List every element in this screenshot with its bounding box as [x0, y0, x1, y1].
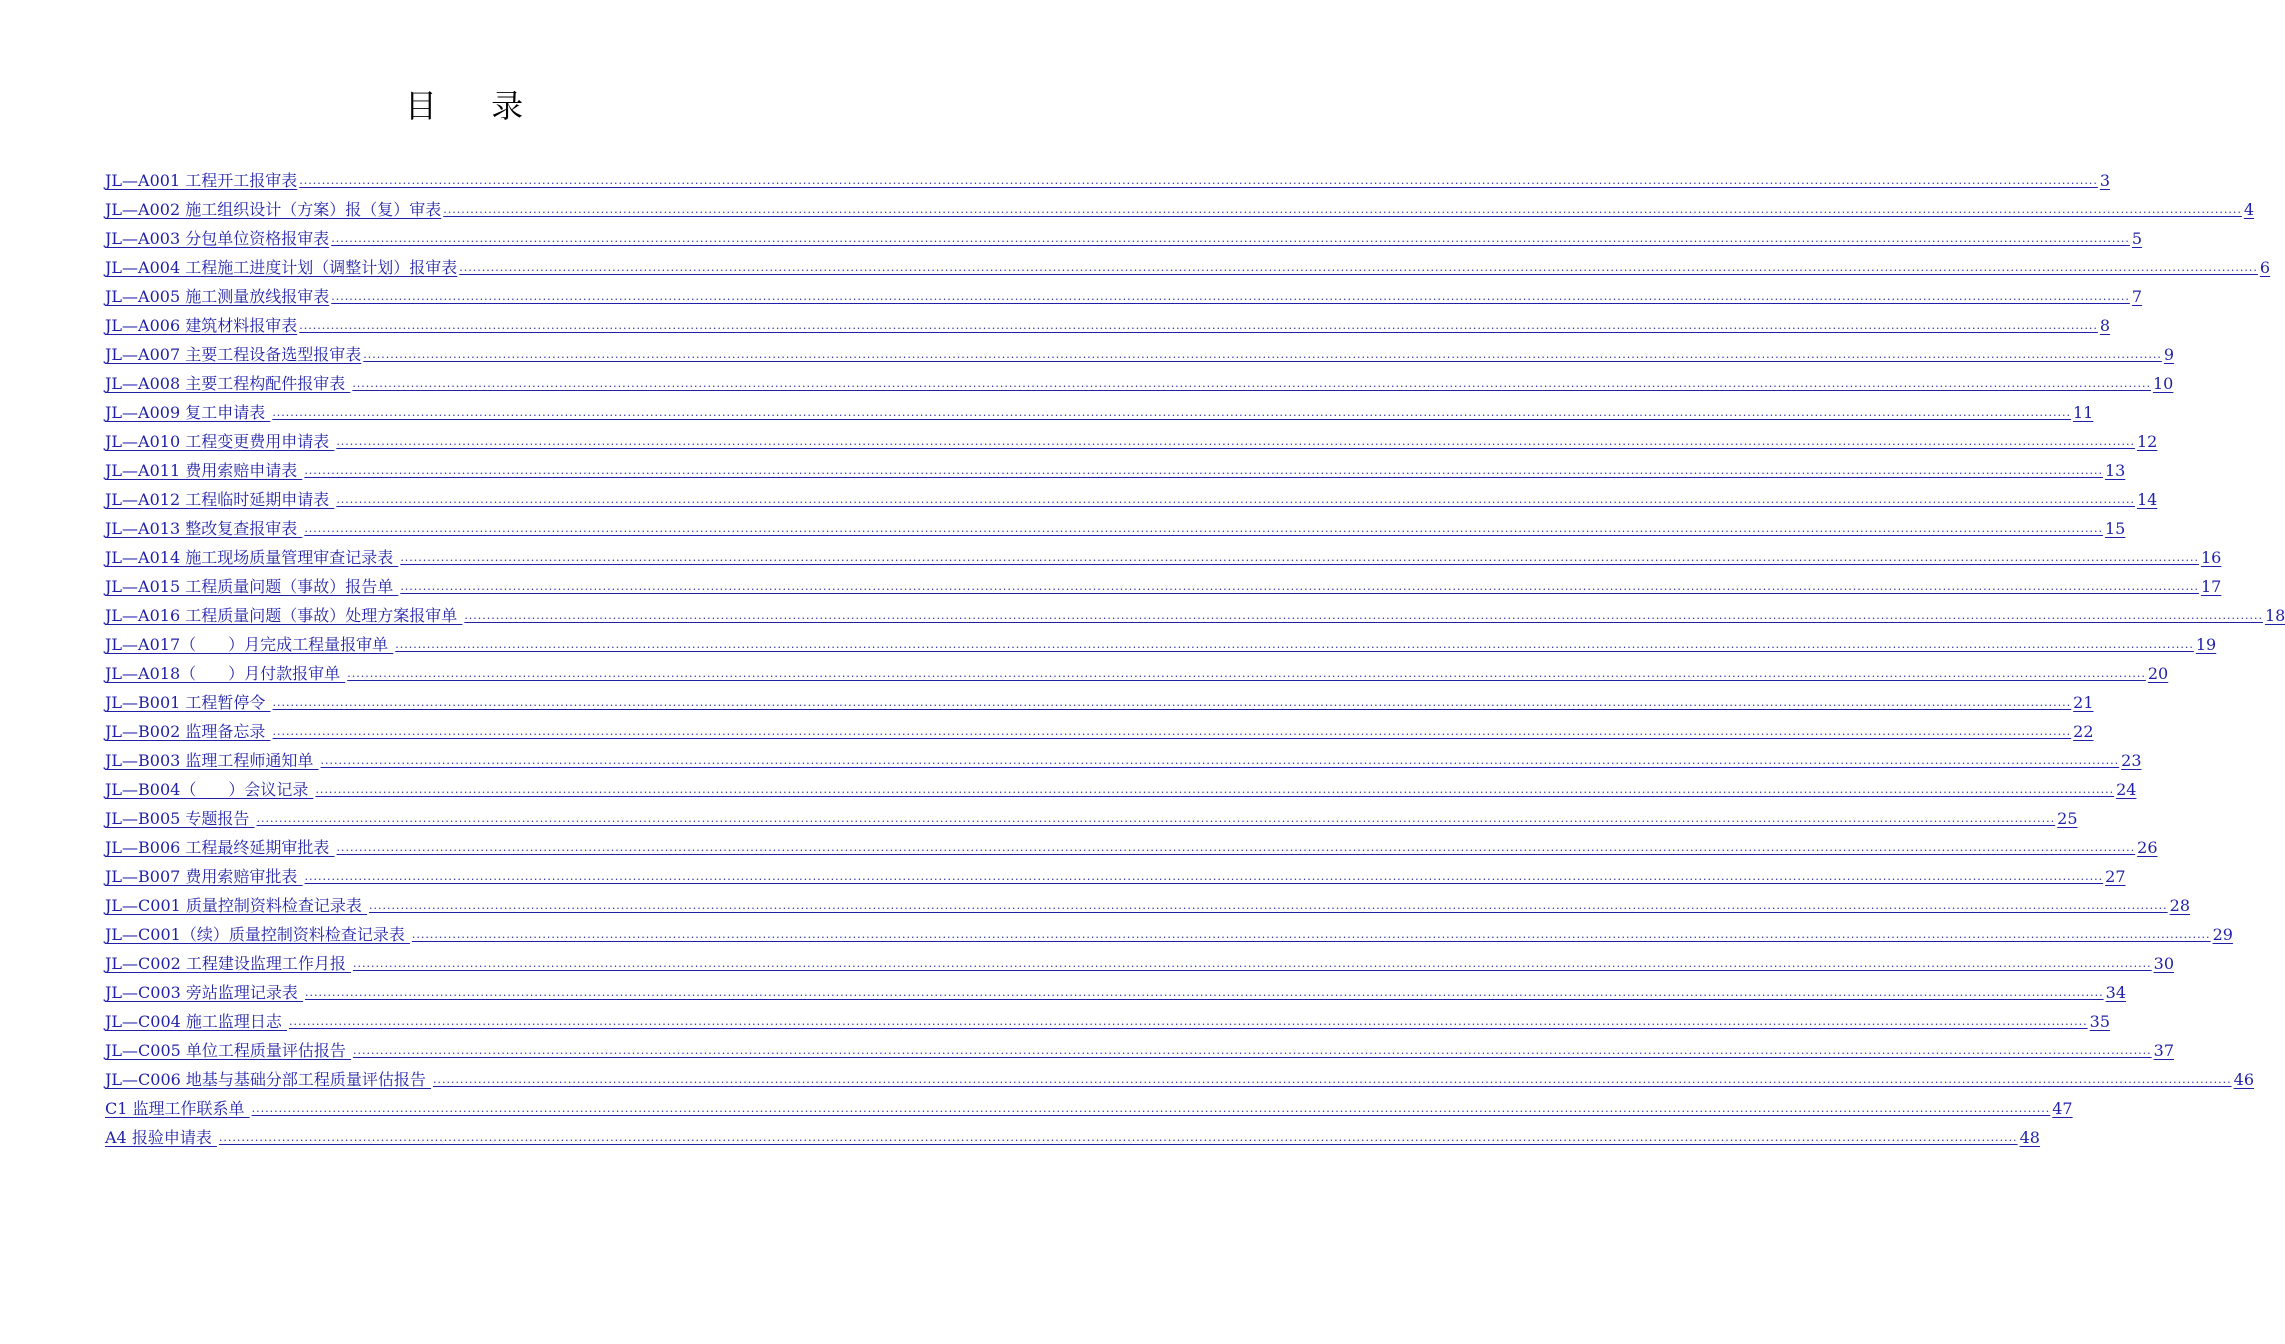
toc-entry[interactable]: [105, 599, 2285, 628]
toc-dot-leader: ................................................................................................................................................................................................................................................................................................................................................................................................................: [433, 1073, 2232, 1086]
toc-dot-leader: ................................................................................................................................................................................................................................................................................................................................................................................................................: [464, 609, 2263, 622]
toc-dot-leader: ................................................................................................................................................................................................................................................................................................................................................................................................................: [363, 348, 2162, 361]
toc-entry-page-number: 10: [2152, 374, 2174, 393]
toc-dot-leader: ................................................................................................................................................................................................................................................................................................................................................................................................................: [331, 232, 2130, 245]
toc-entry-title: JL—A008 主要工程构配件报审表: [105, 374, 351, 393]
toc-entry-page-number: 47: [2052, 1099, 2073, 1118]
toc-dot-leader: ................................................................................................................................................................................................................................................................................................................................................................................................................: [305, 986, 2104, 999]
toc-entry[interactable]: [105, 1005, 2110, 1034]
toc-entry[interactable]: [105, 860, 2126, 889]
toc-entry-title: JL—A005 施工测量放线报审表: [105, 287, 330, 306]
toc-entry-title: JL—A016 工程质量问题（事故）处理方案报审单: [105, 606, 463, 625]
toc-entry-title: JL—A007 主要工程设备选型报审表: [105, 345, 362, 364]
toc-entry[interactable]: [105, 976, 2126, 1005]
toc-entry-page-number: 5: [2131, 229, 2143, 248]
toc-entry-title: JL—A003 分包单位资格报审表: [105, 229, 330, 248]
toc-dot-leader: ................................................................................................................................................................................................................................................................................................................................................................................................................: [400, 580, 2199, 593]
toc-entry[interactable]: [105, 425, 2158, 454]
toc-entry-page-number: 22: [2073, 722, 2094, 741]
toc-entry-title: JL—A009 复工申请表: [105, 403, 271, 422]
toc-entry-title: JL—B003 监理工程师通知单: [105, 751, 319, 770]
toc-dot-leader: ................................................................................................................................................................................................................................................................................................................................................................................................................: [395, 638, 2194, 651]
toc-entry-page-number: 9: [2163, 345, 2175, 364]
toc-entry-title: JL—A001 工程开工报审表: [105, 171, 298, 190]
toc-entry-title: C1 监理工作联系单: [105, 1099, 250, 1118]
toc-entry-title: JL—C002 工程建设监理工作月报: [105, 954, 351, 973]
toc-dot-leader: ................................................................................................................................................................................................................................................................................................................................................................................................................: [353, 1044, 2152, 1057]
toc-entry-page-number: 8: [2099, 316, 2111, 335]
toc-entry-title: JL—B005 专题报告: [105, 809, 255, 828]
toc-dot-leader: ................................................................................................................................................................................................................................................................................................................................................................................................................: [299, 174, 2098, 187]
toc-entry-page-number: 27: [2105, 867, 2126, 886]
toc-entry-page-number: 34: [2105, 983, 2126, 1002]
toc-dot-leader: ................................................................................................................................................................................................................................................................................................................................................................................................................: [353, 957, 2152, 970]
toc-entry-title: JL—C001（续）质量控制资料检查记录表: [105, 925, 410, 944]
toc-entry-page-number: 25: [2057, 809, 2078, 828]
toc-entry-title: JL—A011 费用索赔申请表: [105, 461, 303, 480]
toc-entry[interactable]: [105, 918, 2233, 947]
toc-dot-leader: ................................................................................................................................................................................................................................................................................................................................................................................................................: [218, 1131, 2018, 1144]
table-of-contents: [105, 164, 2285, 1150]
toc-entry[interactable]: [105, 396, 2094, 425]
toc-dot-leader: ................................................................................................................................................................................................................................................................................................................................................................................................................: [304, 870, 2104, 883]
toc-dot-leader: ................................................................................................................................................................................................................................................................................................................................................................................................................: [289, 1015, 2088, 1028]
toc-dot-leader: ................................................................................................................................................................................................................................................................................................................................................................................................................: [336, 493, 2135, 506]
toc-entry[interactable]: [105, 686, 2094, 715]
toc-entry-title: JL—A002 施工组织设计（方案）报（复）审表: [105, 200, 442, 219]
toc-entry-page-number: 18: [2264, 606, 2285, 625]
toc-entry-page-number: 11: [2072, 403, 2094, 422]
toc-entry-title: JL—B001 工程暂停令: [105, 693, 271, 712]
toc-entry[interactable]: [105, 309, 2111, 338]
toc-entry[interactable]: [105, 512, 2126, 541]
toc-entry[interactable]: [105, 367, 2174, 396]
toc-entry-page-number: 19: [2195, 635, 2217, 654]
toc-dot-leader: ................................................................................................................................................................................................................................................................................................................................................................................................................: [256, 812, 2056, 825]
toc-entry-page-number: 20: [2147, 664, 2169, 683]
toc-entry-title: JL—B007 费用索赔审批表: [105, 867, 303, 886]
toc-entry[interactable]: [105, 744, 2142, 773]
toc-entry[interactable]: [105, 454, 2126, 483]
toc-entry-page-number: 15: [2104, 519, 2126, 538]
toc-dot-leader: ................................................................................................................................................................................................................................................................................................................................................................................................................: [459, 261, 2258, 274]
toc-entry[interactable]: [105, 773, 2137, 802]
toc-entry[interactable]: [105, 280, 2143, 309]
toc-dot-leader: ................................................................................................................................................................................................................................................................................................................................................................................................................: [320, 754, 2120, 767]
toc-entry-title: JL—C003 旁站监理记录表: [105, 983, 303, 1002]
toc-entry-page-number: 23: [2121, 751, 2142, 770]
toc-entry[interactable]: [105, 628, 2217, 657]
toc-entry-page-number: 4: [2243, 200, 2255, 219]
toc-entry-title: JL—B006 工程最终延期审批表: [105, 838, 335, 857]
toc-entry-page-number: 46: [2233, 1070, 2254, 1089]
toc-entry[interactable]: [105, 251, 2271, 280]
toc-entry[interactable]: [105, 222, 2143, 251]
toc-entry[interactable]: [105, 570, 2222, 599]
toc-dot-leader: ................................................................................................................................................................................................................................................................................................................................................................................................................: [299, 319, 2098, 332]
toc-entry[interactable]: [105, 1063, 2254, 1092]
toc-entry[interactable]: [105, 947, 2174, 976]
toc-dot-leader: ................................................................................................................................................................................................................................................................................................................................................................................................................: [336, 841, 2136, 854]
toc-entry-title: JL—A004 工程施工进度计划（调整计划）报审表: [105, 258, 458, 277]
toc-entry-title: JL—A014 施工现场质量管理审查记录表: [105, 548, 399, 567]
toc-entry-title: A4 报验申请表: [105, 1128, 217, 1147]
toc-entry-title: JL—A010 工程变更费用申请表: [105, 432, 335, 451]
toc-entry-page-number: 6: [2259, 258, 2271, 277]
toc-dot-leader: ................................................................................................................................................................................................................................................................................................................................................................................................................: [304, 522, 2103, 535]
toc-dot-leader: ................................................................................................................................................................................................................................................................................................................................................................................................................: [272, 696, 2072, 709]
toc-entry-page-number: 17: [2200, 577, 2222, 596]
toc-entry-page-number: 3: [2099, 171, 2111, 190]
toc-entry[interactable]: [105, 657, 2169, 686]
toc-dot-leader: ................................................................................................................................................................................................................................................................................................................................................................................................................: [411, 928, 2211, 941]
toc-entry[interactable]: [105, 541, 2222, 570]
toc-entry[interactable]: [105, 1121, 2040, 1150]
toc-entry-page-number: 35: [2089, 1012, 2110, 1031]
toc-entry-title: JL—C006 地基与基础分部工程质量评估报告: [105, 1070, 431, 1089]
toc-entry-page-number: 29: [2212, 925, 2233, 944]
toc-entry[interactable]: [105, 193, 2255, 222]
toc-entry-title: JL—A018（ ）月付款报审单: [105, 664, 346, 683]
toc-entry-page-number: 48: [2019, 1128, 2040, 1147]
toc-entry-title: JL—A013 整改复查报审表: [105, 519, 303, 538]
toc-dot-leader: ................................................................................................................................................................................................................................................................................................................................................................................................................: [331, 290, 2130, 303]
toc-entry-title: JL—C004 施工监理日志: [105, 1012, 287, 1031]
toc-entry-page-number: 14: [2136, 490, 2158, 509]
toc-dot-leader: ................................................................................................................................................................................................................................................................................................................................................................................................................: [304, 464, 2103, 477]
toc-entry-page-number: 16: [2200, 548, 2222, 567]
toc-entry[interactable]: [105, 483, 2158, 512]
toc-entry-title: JL—A015 工程质量问题（事故）报告单: [105, 577, 399, 596]
toc-dot-leader: ................................................................................................................................................................................................................................................................................................................................................................................................................: [369, 899, 2168, 912]
toc-entry[interactable]: [105, 715, 2094, 744]
toc-entry-page-number: 30: [2153, 954, 2174, 973]
toc-entry-title: JL—B002 监理备忘录: [105, 722, 271, 741]
toc-entry-page-number: 7: [2131, 287, 2143, 306]
toc-entry-page-number: 24: [2116, 780, 2137, 799]
toc-entry-page-number: 13: [2104, 461, 2126, 480]
toc-entry-title: JL—A012 工程临时延期申请表: [105, 490, 335, 509]
toc-entry[interactable]: [105, 164, 2111, 193]
toc-dot-leader: ................................................................................................................................................................................................................................................................................................................................................................................................................: [347, 667, 2146, 680]
toc-entry[interactable]: [105, 1092, 2073, 1121]
toc-entry[interactable]: [105, 831, 2158, 860]
toc-entry-title: JL—A006 建筑材料报审表: [105, 316, 298, 335]
toc-entry-page-number: 12: [2136, 432, 2158, 451]
toc-entry-title: JL—B004（ ）会议记录: [105, 780, 314, 799]
toc-dot-leader: ................................................................................................................................................................................................................................................................................................................................................................................................................: [336, 435, 2135, 448]
toc-dot-leader: ................................................................................................................................................................................................................................................................................................................................................................................................................: [400, 551, 2199, 564]
toc-entry[interactable]: [105, 802, 2078, 831]
toc-entry-title: JL—C001 质量控制资料检查记录表: [105, 896, 367, 915]
toc-dot-leader: ................................................................................................................................................................................................................................................................................................................................................................................................................: [272, 406, 2071, 419]
toc-entry-page-number: 21: [2073, 693, 2094, 712]
toc-dot-leader: ................................................................................................................................................................................................................................................................................................................................................................................................................: [251, 1102, 2051, 1115]
toc-dot-leader: ................................................................................................................................................................................................................................................................................................................................................................................................................: [443, 203, 2242, 216]
toc-entry-page-number: 26: [2137, 838, 2158, 857]
toc-dot-leader: ................................................................................................................................................................................................................................................................................................................................................................................................................: [352, 377, 2151, 390]
toc-entry-title: JL—C005 单位工程质量评估报告: [105, 1041, 351, 1060]
toc-entry-page-number: 37: [2153, 1041, 2174, 1060]
toc-entry-page-number: 28: [2169, 896, 2190, 915]
page-title: 目 录: [404, 87, 546, 125]
toc-entry[interactable]: [105, 889, 2190, 918]
toc-dot-leader: ................................................................................................................................................................................................................................................................................................................................................................................................................: [315, 783, 2115, 796]
toc-entry-title: JL—A017（ ）月完成工程量报审单: [105, 635, 394, 654]
toc-dot-leader: ................................................................................................................................................................................................................................................................................................................................................................................................................: [272, 725, 2072, 738]
toc-entry[interactable]: [105, 1034, 2174, 1063]
toc-entry[interactable]: [105, 338, 2175, 367]
